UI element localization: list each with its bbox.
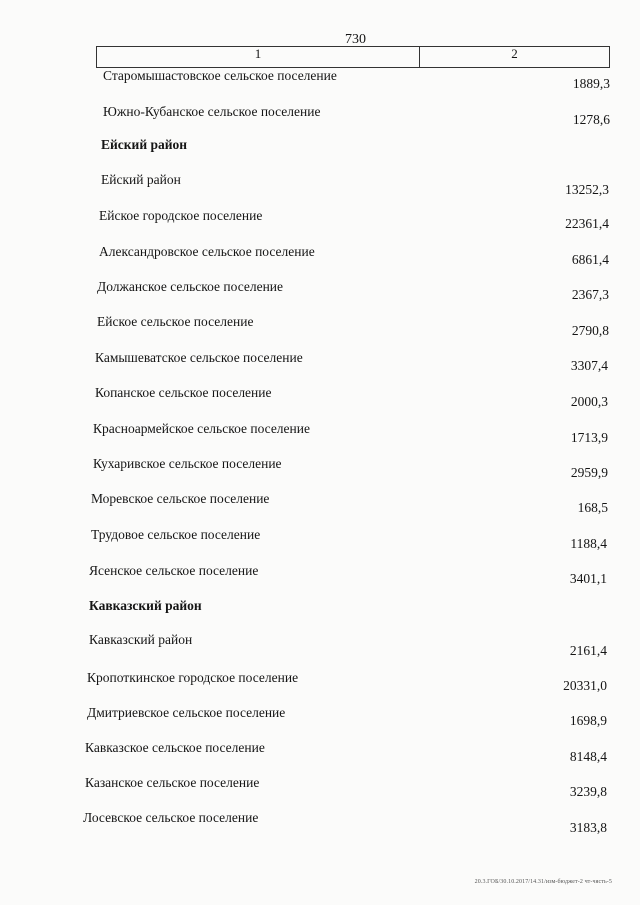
row-name: Моревское сельское поселение	[91, 491, 270, 506]
row-name: Кухаривское сельское поселение	[93, 456, 282, 471]
row-value: 3239,8	[569, 784, 607, 799]
row-name: Камышеватское сельское поселение	[95, 350, 303, 365]
row-name: Казанское сельское поселение	[85, 775, 260, 790]
row-name: Александровское сельское поселение	[99, 244, 315, 259]
row-value: 2000,3	[570, 394, 608, 409]
row-value: 20331,0	[563, 678, 607, 693]
row-value: 22361,4	[565, 216, 609, 231]
column-1-header: 1	[97, 47, 420, 68]
row-name: Кавказский район	[89, 632, 193, 647]
page-number: 730	[345, 32, 366, 47]
footer-stamp: 20.3.ГОБ/30.10.2017/14.31/изм-бюджет-2 чт-чясть-5	[474, 879, 612, 885]
row-value: 1889,3	[572, 76, 610, 91]
row-name: Южно-Кубанское сельское поселение	[103, 104, 321, 119]
row-value: 3307,4	[570, 358, 608, 373]
row-value: 3183,8	[569, 820, 607, 835]
row-value: 6861,4	[571, 252, 609, 267]
row-value: 2161,4	[569, 643, 607, 658]
row-value: 2959,9	[570, 465, 608, 480]
row-value: 1713,9	[570, 430, 608, 445]
row-name: Копанское сельское поселение	[95, 385, 272, 400]
column-2-header: 2	[420, 47, 610, 68]
column-header-table	[96, 46, 610, 68]
row-value: 8148,4	[569, 749, 607, 764]
row-value: 1698,9	[569, 713, 607, 728]
row-name: Красноармейское сельское поселение	[93, 421, 310, 436]
row-value: 168,5	[577, 500, 608, 515]
row-name: Ейское сельское поселение	[97, 314, 254, 329]
row-name: Кропоткинское городское поселение	[87, 670, 299, 685]
row-name: Лосевское сельское поселение	[83, 810, 259, 825]
row-name: Ейское городское поселение	[99, 208, 263, 223]
row-name: Ясенское сельское поселение	[89, 563, 259, 578]
row-value: 13252,3	[565, 182, 609, 197]
row-name: Трудовое сельское поселение	[91, 527, 261, 542]
row-name: Дмитриевское сельское поселение	[87, 705, 286, 720]
row-name: Ейский район	[101, 172, 181, 187]
row-name: Должанское сельское поселение	[97, 279, 284, 294]
row-name: Кавказское сельское поселение	[85, 740, 265, 755]
row-name: Старомышастовское сельское поселение	[103, 68, 337, 83]
district-heading: Ейский район	[101, 137, 188, 152]
row-value: 1188,4	[570, 536, 607, 551]
row-value: 2790,8	[571, 323, 609, 338]
row-value: 1278,6	[572, 112, 610, 127]
district-heading: Кавказский район	[89, 598, 202, 613]
row-value: 2367,3	[571, 287, 609, 302]
row-value: 3401,1	[569, 571, 607, 586]
